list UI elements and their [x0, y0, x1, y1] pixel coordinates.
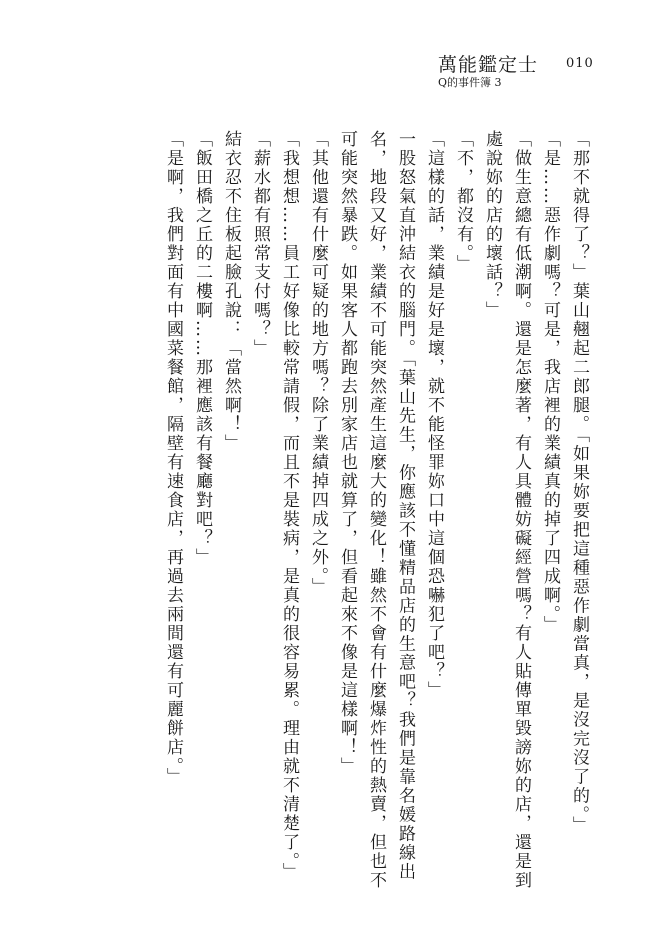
page-number: 010	[566, 56, 594, 71]
paragraph: 「其他還有什麼可疑的地方嗎？除了業績掉四成之外。」	[308, 130, 328, 597]
paragraph: 「薪水都有照常支付嗎？」	[250, 130, 270, 358]
paragraph: 「飯田橋之丘的二樓啊……那裡應該有餐廳對吧？」	[192, 130, 212, 567]
paragraph: 「這樣的話，業績是好是壞，就不能怪罪妳口中這個恐嚇犯了吧？」	[424, 130, 444, 700]
paragraph: 「那不就得了？」葉山翹起二郎腿。「如果妳要把這種惡作劇當真，是沒完沒了的。」	[569, 130, 589, 835]
paragraph: 「是啊，我們對面有中國菜餐館，隔壁有速食店，再過去兩間還有可麗餅店。」	[163, 130, 183, 787]
paragraph: 「不，都沒有。」	[453, 130, 473, 274]
paragraph: 一股怒氣直沖結衣的腦門。「葉山先生，你應該不懂精品店的生意吧？我們是靠名媛路線出名，地段又好，業績不可能突然產生這麼大的變化！雖然不會有什麼爆炸性的熱賣，但也不可能突然暴跌。如果客人都跑去別家店也就算了，但看起來不像是這樣啊！」	[337, 130, 415, 890]
paragraph: 「是……惡作劇嗎？可是，我店裡的業績真的掉了四成啊。」	[540, 130, 560, 635]
book-title: 萬能鑑定士	[438, 54, 539, 76]
body-text	[73, 130, 593, 890]
paragraph: 「做生意總有低潮啊。還是怎麼著，有人具體妨礙經營嗎？有人貼傳單毀謗妳的店，還是到處說妳的店的壞話？」	[482, 130, 531, 890]
paragraph: 結衣忍不住板起臉孔說：「當然啊！」	[221, 130, 241, 453]
paragraph: 「我想想……員工好像比較常請假，而且不是裝病，是真的很容易累。理由就不清楚了。」	[279, 130, 299, 882]
page-header	[438, 50, 638, 110]
book-subtitle: Q的事件簿 3	[438, 76, 502, 89]
